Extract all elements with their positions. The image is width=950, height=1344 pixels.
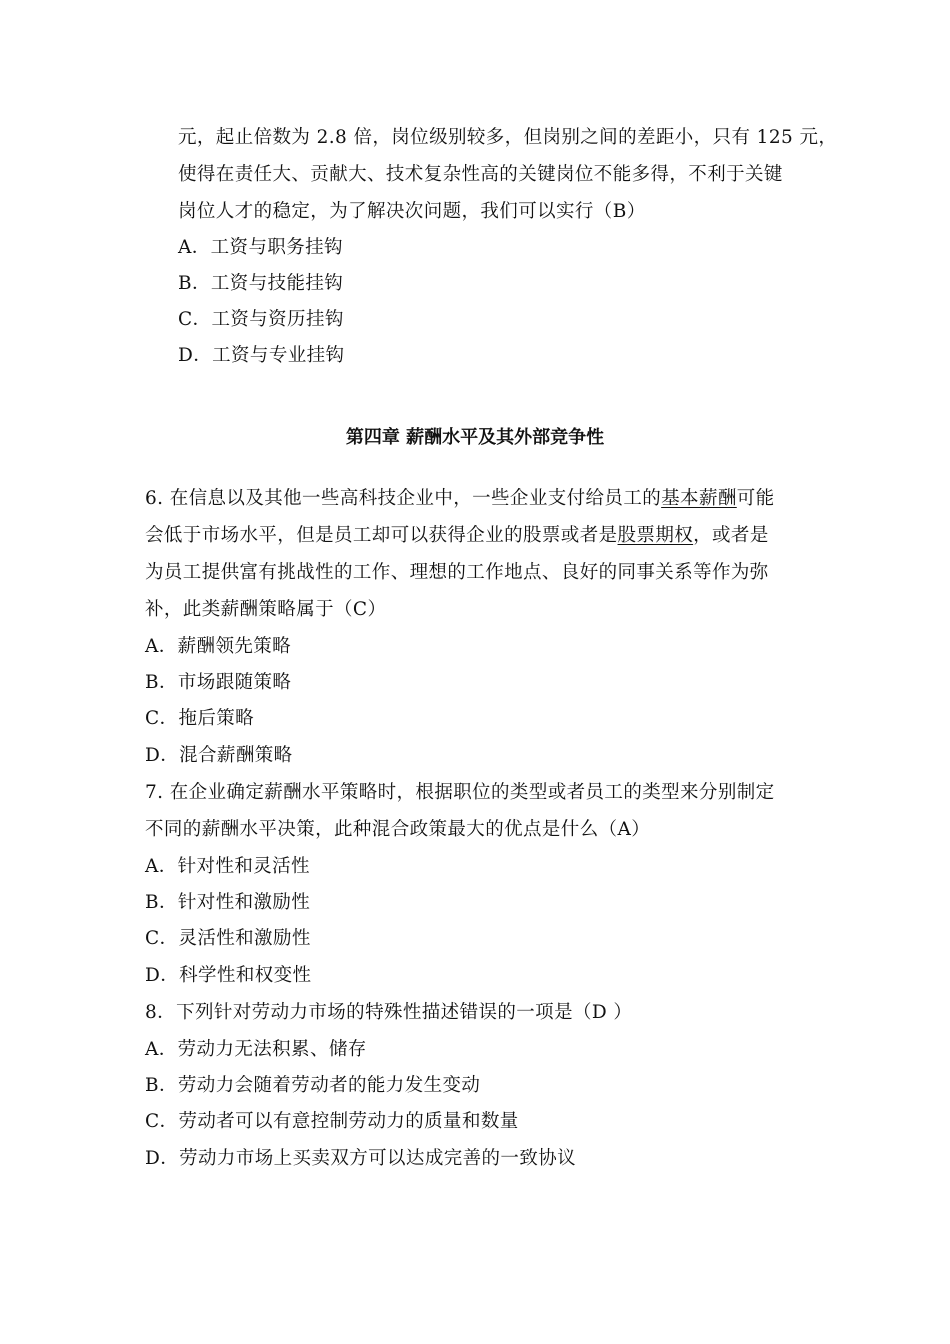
- continuation-option-a: A．工资与职务挂钩: [178, 237, 343, 258]
- q8-line-1: 8．下列针对劳动力市场的特殊性描述错误的一项是（D ）: [145, 1002, 633, 1023]
- q6-line-1: [145, 487, 775, 511]
- continuation-line-3: 岗位人才的稳定，为了解决次问题，我们可以实行（B）: [178, 201, 646, 222]
- q6-option-c: C．拖后策略: [145, 708, 255, 729]
- q8-option-b: B．劳动力会随着劳动者的能力发生变动: [145, 1075, 481, 1096]
- q7-line-2: 不同的薪酬水平决策，此种混合政策最大的优点是什么（A）: [145, 819, 651, 840]
- base-salary-link[interactable]: 基本薪酬: [661, 488, 737, 509]
- q6-line-2-tail: ，或者是: [693, 525, 769, 546]
- q7-option-b: B．针对性和激励性: [145, 892, 311, 913]
- q8-option-d: D．劳动力市场上买卖双方可以达成完善的一致协议: [145, 1148, 577, 1169]
- q7-option-d: D．科学性和权变性: [145, 965, 312, 986]
- q6-line-2-text: 会低于市场水平，但是员工却可以获得企业的股票或者是: [145, 525, 618, 546]
- q7-option-a: A．针对性和灵活性: [145, 856, 310, 877]
- q8-option-a: A．劳动力无法积累、储存: [145, 1039, 367, 1060]
- continuation-line-2: 使得在责任大、贡献大、技术复杂性高的关键岗位不能多得，不利于关键: [178, 164, 783, 185]
- q6-line-3: 为员工提供富有挑战性的工作、理想的工作地点、良好的同事关系等作为弥: [145, 562, 769, 583]
- q8-option-c: C．劳动者可以有意控制劳动力的质量和数量: [145, 1111, 519, 1132]
- stock-option-link[interactable]: 股票期权: [617, 525, 694, 546]
- q6-option-b: B．市场跟随策略: [145, 672, 292, 693]
- continuation-option-c: C．工资与资历挂钩: [178, 309, 344, 330]
- continuation-option-b: B．工资与技能挂钩: [178, 273, 344, 294]
- q6-line-1-tail: 可能: [736, 488, 775, 509]
- q7-line-1: 7. 在企业确定薪酬水平策略时，根据职位的类型或者员工的类型来分别制定: [145, 782, 775, 803]
- q6-line-1-text: 6. 在信息以及其他一些高科技企业中，一些企业支付给员工的: [145, 488, 662, 509]
- q6-line-4: 补，此类薪酬策略属于（C）: [145, 599, 387, 620]
- q6-line-2: [145, 524, 769, 548]
- q6-option-a: A．薪酬领先策略: [145, 636, 292, 657]
- continuation-option-d: D．工资与专业挂钩: [178, 345, 345, 366]
- chapter-title: 第四章 薪酬水平及其外部竞争性: [345, 427, 605, 448]
- continuation-line-1: 元，起止倍数为 2.8 倍，岗位级别较多，但岗别之间的差距小，只有 125 元，: [178, 127, 838, 148]
- q6-option-d: D．混合薪酬策略: [145, 745, 293, 766]
- q7-option-c: C．灵活性和激励性: [145, 928, 311, 949]
